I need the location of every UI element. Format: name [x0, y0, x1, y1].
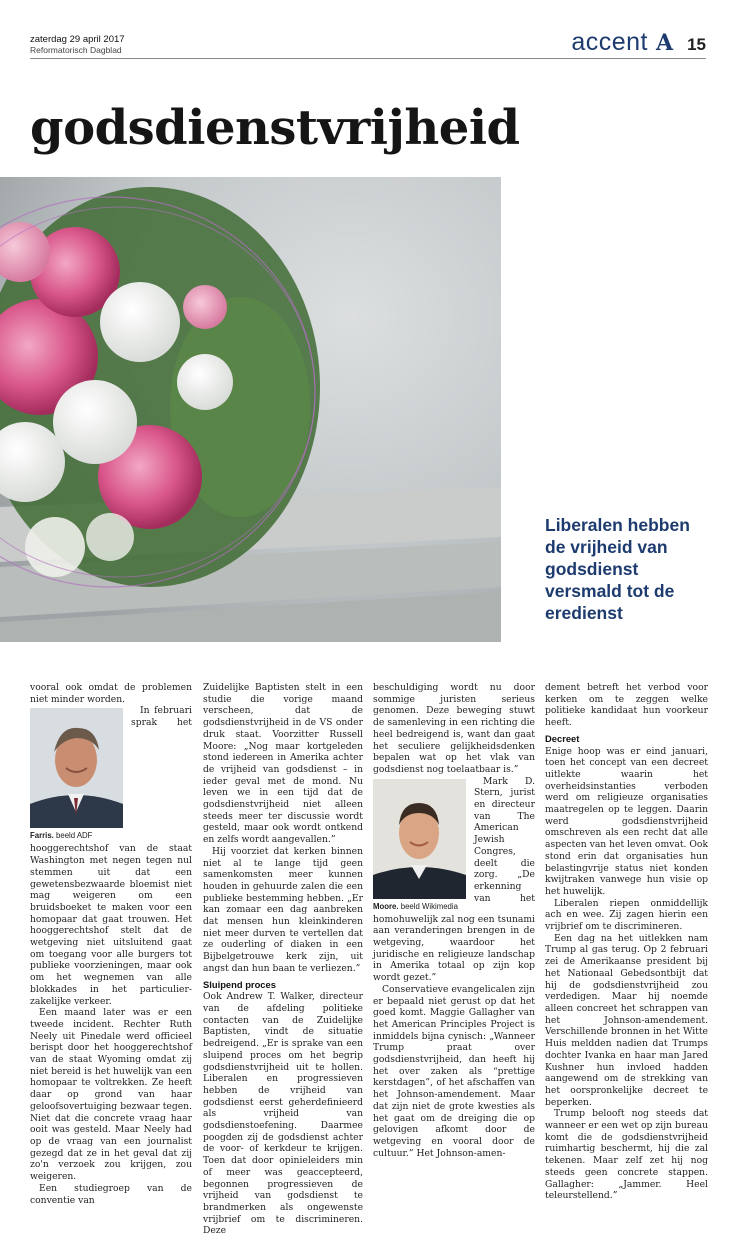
photo-farris — [30, 708, 123, 841]
portrait-moore-image — [373, 779, 466, 899]
farris-portrait — [30, 708, 123, 828]
caption-credit: beeld Wikimedia — [400, 901, 458, 911]
moore-portrait — [373, 779, 466, 899]
portrait-farris-image — [30, 708, 123, 828]
paragraph: Trump belooft nog steeds dat wanneer er een wet op zijn bureau komt die de godsdienstvrijheid ruimhartig beschermt, hij die zal tekenen. Maar zelf zet hij nog steeds geen concrete stappen. Gallagher: „Jammer. Heel teleurstellend.” — [545, 1108, 708, 1202]
paragraph: Hij voorziet dat kerken binnen niet al te lange tijd geen samenkomsten meer kunnen houden in gehuurde zalen die een publieke bestemming hebben. „Er kan zomaar een dag aanbreken dat mensen hun kleinkinderen niet meer durven te vertellen dat ze ouderling of diaken in een Bijbelgetrouwe kerk zijn, uit angst dan hun baan te verliezen.” — [203, 845, 363, 974]
photo-caption — [30, 831, 123, 841]
paragraph: vooral ook omdat de problemen niet minder worden. — [30, 682, 192, 705]
paragraph: Zuidelijke Baptisten stelt in een studie die vorige maand verscheen, dat de godsdienstvrijheid in de VS onder druk staat. Voorzitter Russell Moore: „Nog maar kortgeleden stond iedereen in Amerika achter de vrijheid van godsdienst – in ieder geval met de mond. Nu leven we in een tijd dat de godsdienstvrijheid niet alleen steeds meer ter discussie wordt gesteld, maar ook wordt ontkend en zelfs wordt aangevallen.” — [203, 682, 363, 846]
page-number: 15 — [687, 35, 706, 54]
article-column-3 — [373, 682, 535, 1159]
caption-credit: beeld ADF — [56, 831, 93, 841]
header-left — [30, 34, 125, 56]
paragraph: Mark D. Stern, jurist en directeur van The American Jewish Congres, deelt die zorg. „De erkenning van het homohuwelijk zal nog een tsunami aan veranderingen brengen in de wetgeving, waardoor het juridische en religieuze landschap in Amerika totaal op zijn kop wordt gezet.” — [373, 775, 535, 984]
caption-name: Moore. — [373, 901, 399, 911]
bouquet-photo — [0, 177, 501, 642]
pull-quote: Liberalen hebben de vrijheid van godsdienst versmald tot de eredienst — [545, 515, 690, 623]
paragraph: In februari sprak het hooggerechtshof van de staat Washington met negen tegen nul stemmen uit dat een gewetensbezwaarde bloemist niet mag weigeren om een bruidsboeket te maken voor een homopaar dat gaat trouwen. Het hooggerechtshof stelt dat de wetgeving niet uitsluitend gaat om toegang voor alle burgers tot publieke voorzieningen, maar ook om het wegnemen van alle blokkades in het particulier-zakelijke verkeer. — [30, 705, 192, 1007]
issue-date: zaterdag 29 april 2017 — [30, 34, 125, 45]
paragraph: Conservatieve evangelicalen zijn er bepaald niet gerust op dat het goed komt. Maggie Gallagher van het American Principles Project is inmiddels bijna cynisch: „Wanneer Trump praat over godsdienstvrijheid, dan heeft hij het over zaken als “prettige kerstdagen”, of het afschaffen van het Johnson-amendement. Maar dat zijn niet de grote kwesties als het gaat om de dreiging die op gelovigen afkomt door de wetgeving en vooral door de cultuur.” Het Johnson-amen- — [373, 983, 535, 1159]
paragraph: beschuldiging wordt nu door sommige juristen serieus genomen. Deze beweging stuwt de samenleving in een richting die heel bedreigend is, want dan gaat het seculiere gelijkheidsdenken bepalen wat op het vlak van godsdienst nog toelaatbaar is.” — [373, 682, 535, 775]
page-headline: godsdienstvrijheid — [30, 100, 520, 156]
photo-moore — [373, 779, 466, 912]
paragraph: Liberalen riepen onmiddellijk ach en wee. Zij zagen hierin een vrijbrief om te discrimineren. — [545, 897, 708, 933]
caption-name: Farris. — [30, 831, 54, 841]
paragraph: Een dag na het uitlekken nam Trump al gas terug. Op 2 februari zei de Amerikaanse president bij het Nationaal Gebedsontbijt dat hij de godsdienstvrijheid zou verdedigen. Maar hij noemde alleen concreet het schrappen van het Johnson-amendement. Verschillende bronnen in het Witte Huis meldden nadien dat Trumps dochter Ivanka en haar man Jared Kushner hun invloed hadden aangewend om de strekking van het oorspronkelijke decreet te beperken. — [545, 932, 708, 1108]
paragraph: Een studiegroep van de conventie van — [30, 1182, 192, 1206]
section-name: accent — [571, 28, 648, 56]
article-column-1 — [30, 682, 192, 1206]
subheading: Sluipend proces — [203, 978, 276, 990]
photo-caption — [373, 902, 466, 912]
paragraph: Ook Andrew T. Walker, directeur van de afdeling politieke contacten van de Zuidelijke Baptisten, vindt de situatie bedreigend. „Er is sprake van een sluipend proces om het begrip godsdienstvrijheid uit te hollen. Liberalen en progressieven hebben de vrijheid van godsdienst eerst geherdefinieerd als vrijheid van godsdienstoefening. Daarmee poogden zij de godsdienst achter de voor- of kerkdeur te krijgen. Toen dat door opinieleiders min of meer was geaccepteerd, begonnen progressieven de vrijheid van godsdienst te brandmerken als ongewenste vrijbrief om te discrimineren. Deze — [203, 991, 363, 1237]
subheading: Decreet — [545, 732, 580, 744]
header-rule — [30, 58, 706, 59]
bouquet-illustration — [0, 177, 501, 642]
header-right — [571, 28, 706, 57]
paragraph: dement betreft het verbod voor kerken om te zeggen welke politieke kandidaat hun voorkeur heeft. — [545, 682, 708, 729]
section-logo: A — [656, 30, 674, 56]
paragraph: Enige hoop was er eind januari, toen het concept van een decreet uitlekte waarin het overheidsinstanties verboden werd om religieuze organisaties maatregelen op te leggen. Daarin werd godsdienstvrijheid omschreven als een recht dat alle aspecten van het leven omvat. Ook stond erin dat organisaties hun belastingvrije status niet konden kwijtraken vanwege hun visie op het huwelijk. — [545, 745, 709, 897]
newspaper-name: Reformatorisch Dagblad — [30, 45, 122, 55]
article-column-2 — [203, 682, 363, 1237]
paragraph: Een maand later was er een tweede incident. Rechter Ruth Neely uit Pinedale werd officieel berispt door het hooggerechtshof van de staat Wyoming omdat zij niet bereid is het huwelijk van een homopaar te voltrekken. Ze heeft daar op grond van haar geloofsovertuiging bezwaar tegen. Niet dat die concrete vraag haar ooit was gesteld. Maar Neely had op de vraag van een journalist gezegd dat ze in het geval dat zij zo'n verzoek zou krijgen, zou weigeren. — [30, 1007, 192, 1183]
article-column-4 — [545, 682, 708, 1202]
